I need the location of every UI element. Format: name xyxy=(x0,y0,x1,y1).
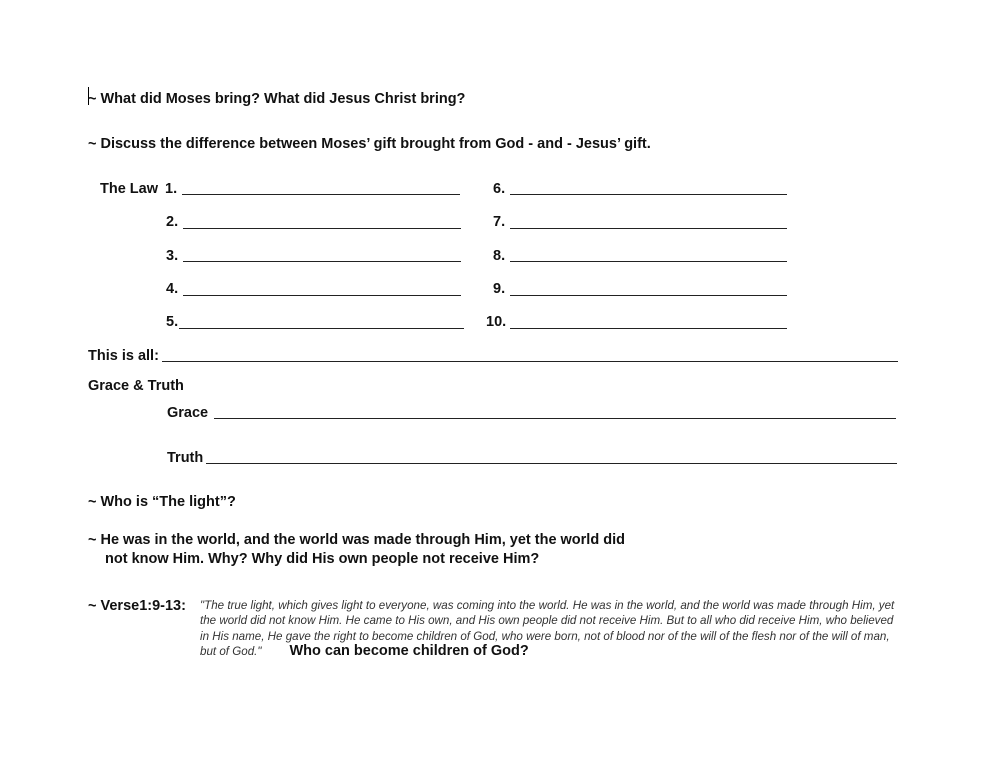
this-is-all-blank[interactable] xyxy=(162,361,898,362)
law-item-blank[interactable] xyxy=(510,228,787,229)
verse-text: "The true light, which gives light to everyone, was coming into the world. He was in the world, and the world was made through Him, yet the world did not know Him. He came to His own, and His own people did not receive Him. But to all who did receive Him, who believed in His name, He gave the right to become children of God, who were born, not of blood nor of the will of the flesh nor of the will of man, but of God." xyxy=(200,599,895,659)
law-item-number: 7. xyxy=(493,214,506,230)
question-world-line1: ~ He was in the world, and the world was made through Him, yet the world did xyxy=(88,532,625,548)
question-the-light: ~ Who is “The light”? xyxy=(88,494,236,510)
law-item-number: 6. xyxy=(493,181,506,197)
law-item-blank[interactable] xyxy=(510,328,787,329)
law-item-blank[interactable] xyxy=(510,194,787,195)
this-is-all-label: This is all: xyxy=(88,348,159,364)
law-item-blank[interactable] xyxy=(183,228,461,229)
verse-label: ~ Verse1:9-13: xyxy=(88,598,186,614)
law-item-number: 4. xyxy=(166,281,179,297)
truth-blank[interactable] xyxy=(206,463,897,464)
law-item-number: 9. xyxy=(493,281,506,297)
law-item-blank[interactable] xyxy=(183,261,461,262)
truth-label: Truth xyxy=(167,450,204,466)
grace-truth-heading: Grace & Truth xyxy=(88,378,184,394)
law-item-blank[interactable] xyxy=(510,261,787,262)
grace-blank[interactable] xyxy=(214,418,896,419)
law-item-number: 8. xyxy=(493,248,506,264)
grace-label: Grace xyxy=(167,405,209,421)
question-children-of-god: Who can become children of God? xyxy=(289,643,529,660)
law-item-number: 1. xyxy=(165,181,178,197)
verse-quote xyxy=(200,598,900,660)
question-world-line2: not know Him. Why? Why did His own people not receive Him? xyxy=(105,551,540,567)
law-item-number: 2. xyxy=(166,214,179,230)
law-item-blank[interactable] xyxy=(510,295,787,296)
law-item-number: 5. xyxy=(166,314,179,330)
question-moses-jesus: ~ What did Moses bring? What did Jesus Christ bring? xyxy=(88,91,466,107)
law-item-blank[interactable] xyxy=(182,194,460,195)
law-item-blank[interactable] xyxy=(183,295,461,296)
law-label: The Law xyxy=(100,181,159,197)
law-item-blank[interactable] xyxy=(179,328,464,329)
law-item-number: 10. xyxy=(486,314,507,330)
question-discuss-difference: ~ Discuss the difference between Moses’ gift brought from God - and - Jesus’ gift. xyxy=(88,136,651,152)
law-item-number: 3. xyxy=(166,248,179,264)
